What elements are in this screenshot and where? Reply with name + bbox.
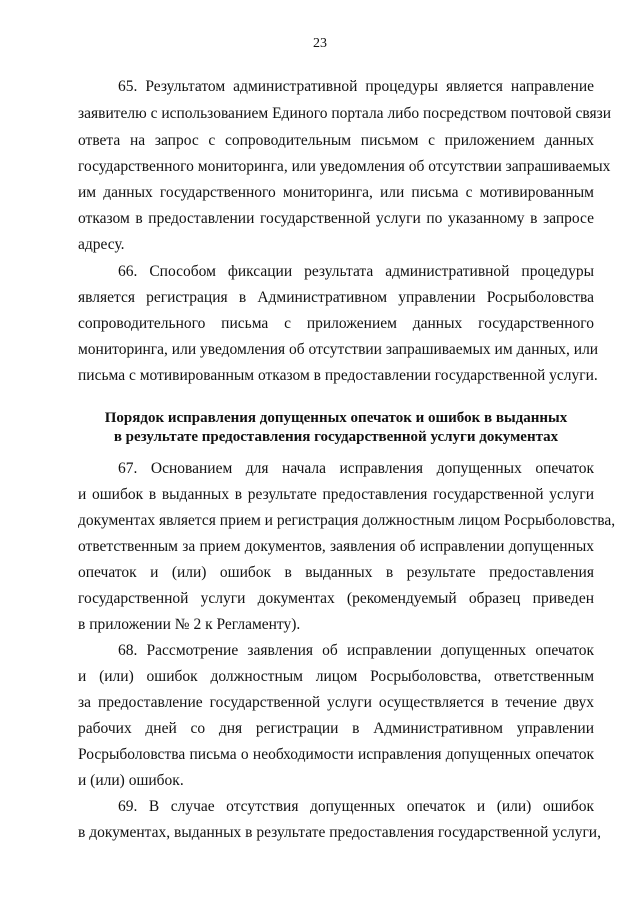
- text-line: им данных государственного мониторинга, или письма с мотивированным: [78, 184, 594, 201]
- text-line: за предоставление государственной услуги осуществляется в течение двух: [78, 694, 594, 711]
- text-line: и (или) ошибок должностным лицом Росрыболовства, ответственным: [78, 668, 594, 685]
- text-line: 66. Способом фиксации результата административной процедуры: [118, 263, 594, 280]
- text-line: является регистрация в Административном управлении Росрыболовства: [78, 289, 594, 306]
- text-line: и (или) ошибок.: [78, 772, 184, 789]
- text-line: государственной услуги документах (рекомендуемый образец приведен: [78, 590, 594, 607]
- text-line: 65. Результатом административной процедуры является направление: [118, 78, 594, 95]
- text-line: 67. Основанием для начала исправления допущенных опечаток: [118, 460, 594, 477]
- heading-line: в результате предоставления государственной услуги документах: [113, 429, 559, 445]
- text-line: 68. Рассмотрение заявления об исправлении допущенных опечаток: [118, 642, 594, 659]
- text-line: мониторинга, или уведомления об отсутствии запрашиваемых им данных, или: [78, 341, 599, 358]
- text-line: в документах, выданных в результате предоставления государственной услуги,: [78, 824, 601, 841]
- text-line: опечаток и (или) ошибок в выданных в результате предоставления: [78, 564, 594, 581]
- page-number: 23: [313, 36, 327, 51]
- text-line: 69. В случае отсутствия допущенных опечаток и (или) ошибок: [118, 798, 594, 815]
- text-line: отказом в предоставлении государственной услуги по указанному в запросе: [78, 210, 594, 227]
- text-line: рабочих дней со дня регистрации в Административном управлении: [78, 720, 594, 737]
- text-line: в приложении № 2 к Регламенту).: [78, 616, 301, 633]
- text-line: письма с мотивированным отказом в предоставлении государственной услуги.: [78, 367, 598, 384]
- text-line: и ошибок в выданных в результате предоставления государственной услуги: [78, 486, 594, 503]
- text-line: документах является прием и регистрация должностным лицом Росрыболовства,: [78, 512, 616, 529]
- text-line: сопроводительного письма с приложением данных государственного: [78, 315, 594, 332]
- text-line: Росрыболовства письма о необходимости исправления допущенных опечаток: [78, 746, 594, 763]
- text-line: адресу.: [78, 236, 125, 253]
- text-line: заявителю с использованием Единого портала либо посредством почтовой связи: [78, 105, 612, 122]
- heading-line: Порядок исправления допущенных опечаток и ошибок в выданных: [104, 410, 568, 426]
- text-line: государственного мониторинга, или уведомления об отсутствии запрашиваемых: [78, 158, 611, 175]
- text-line: ответственным за прием документов, заявления об исправлении допущенных: [78, 538, 594, 555]
- text-line: ответа на запрос с сопроводительным письмом с приложением данных: [78, 132, 594, 149]
